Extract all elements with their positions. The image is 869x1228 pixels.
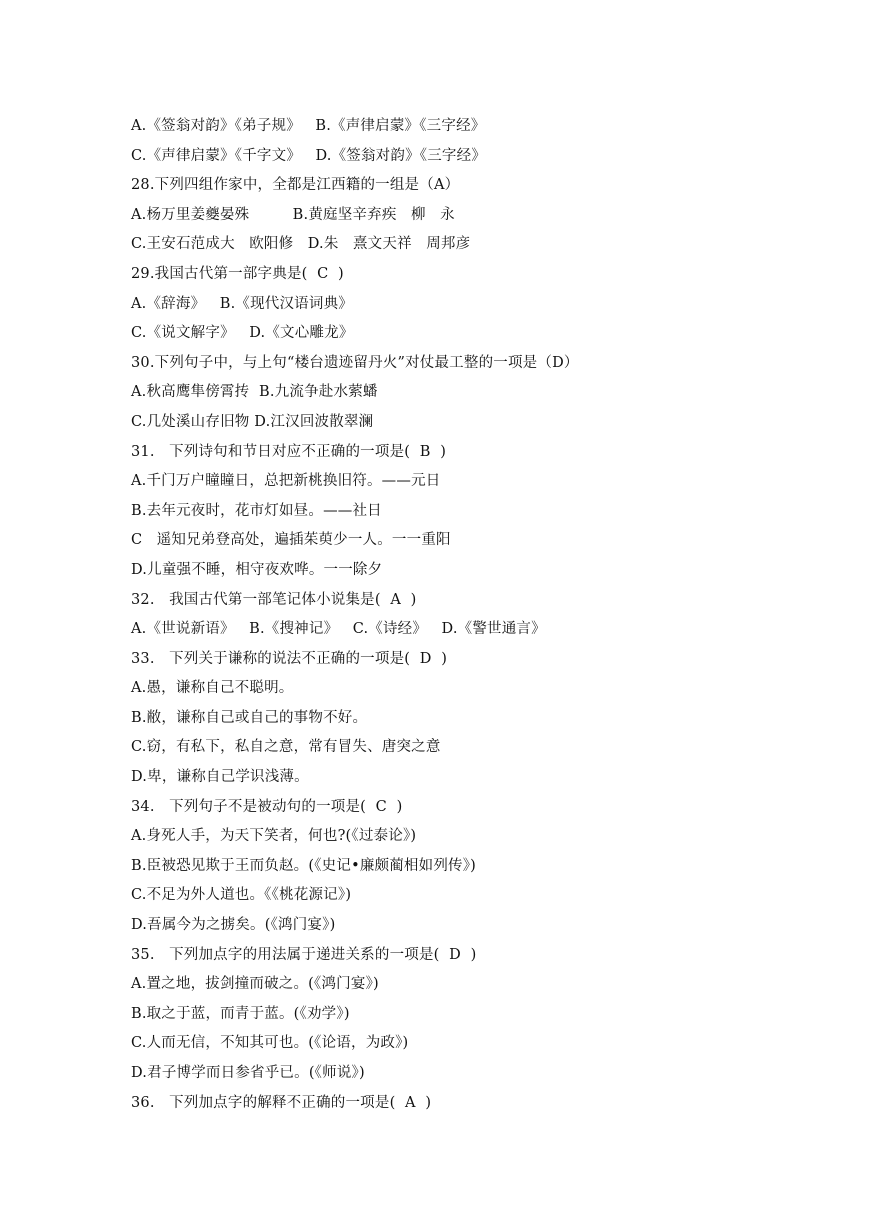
- text-line: A.千门万户瞳瞳日，总把新桃换旧符。——元日: [131, 473, 441, 490]
- text-line: C.王安石范成大 欧阳修 D.朱 熹文天祥 周邦彦: [131, 236, 471, 253]
- text-line: C.人而无信，不知其可也。(《论语，为政》): [131, 1035, 409, 1052]
- text-line: B.敝，谦称自己或自己的事物不好。: [131, 709, 368, 726]
- text-line: A.《世说新语》 B.《搜神记》 C.《诗经》 D.《警世通言》: [131, 621, 546, 638]
- question-29: 29.我国古代第一部字典是( C ): [131, 265, 344, 282]
- text-line: A.身死人手，为天下笑者，何也?(《过泰论》): [131, 828, 417, 845]
- text-line: C.窃，有私下，私自之意，常有冒失、唐突之意: [131, 739, 441, 756]
- text-line: C 遥知兄弟登高处，遍插茱萸少一人。一一重阳: [131, 532, 451, 549]
- text-line: D.吾属今为之掳矣。(《鸿门宴》): [131, 917, 336, 934]
- text-line: D.君子博学而日参省乎已。(《师说》): [131, 1065, 365, 1081]
- question-30: 30.下列句子中，与上句“楼台遗迹留丹火”对仗最工整的一项是（D）: [131, 354, 579, 371]
- text-line: A.置之地，拔剑撞而破之。(《鸿门宴》): [131, 976, 379, 993]
- text-line: B.去年元夜时，花市灯如昼。——社日: [131, 502, 382, 519]
- text-line: C.几处溪山存旧物 D.江汉回波散翠澜: [131, 413, 374, 430]
- text-line: A.杨万里姜夔晏殊 B.黄庭坚辛弃疾 柳 永: [131, 206, 455, 223]
- question-31: 31. 下列诗句和节日对应不正确的一项是( B ): [131, 443, 447, 460]
- question-36: 36. 下列加点字的解释不正确的一项是( A ): [131, 1094, 432, 1111]
- text-line: C.《说文解字》 D.《文心雕龙》: [131, 325, 354, 342]
- question-32: 32. 我国古代第一部笔记体小说集是( A ): [131, 591, 417, 608]
- text-line: A.《签翁对韵》《弟子规》 B.《声律启蒙》《三字经》: [131, 118, 486, 134]
- question-34: 34. 下列句子不是被动句的一项是( C ): [131, 798, 403, 815]
- text-line: D.卑，谦称自己学识浅薄。: [131, 769, 309, 786]
- question-28: 28.下列四组作家中，全都是江西籍的一组是（A）: [131, 177, 460, 194]
- question-text-block: [131, 112, 831, 1118]
- text-line: A.愚，谦称自己不聪明。: [131, 680, 294, 697]
- text-line: C.不足为外人道也。《《桃花源记》): [131, 887, 352, 904]
- text-line: B.取之于蓝，而青于蓝。(《劝学》): [131, 1005, 350, 1022]
- text-line: C.《声律启蒙》《千字文》 D.《签翁对韵》《三字经》: [131, 147, 487, 164]
- question-35: 35. 下列加点字的用法属于递进关系的一项是( D ): [131, 946, 477, 963]
- text-line: B.臣被恐见欺于王而负赵。(《史记•廉颇蔺相如列传》): [131, 857, 477, 874]
- text-line: A.《辞海》 B.《现代汉语词典》: [131, 295, 353, 312]
- question-33: 33. 下列关于谦称的说法不正确的一项是( D ): [131, 650, 448, 667]
- text-line: D.儿童强不睡，相守夜欢哗。一一除夕: [131, 561, 383, 578]
- text-line: A.秋高鹰隼傍霄抟 B.九流争赴水萦蟠: [131, 384, 378, 401]
